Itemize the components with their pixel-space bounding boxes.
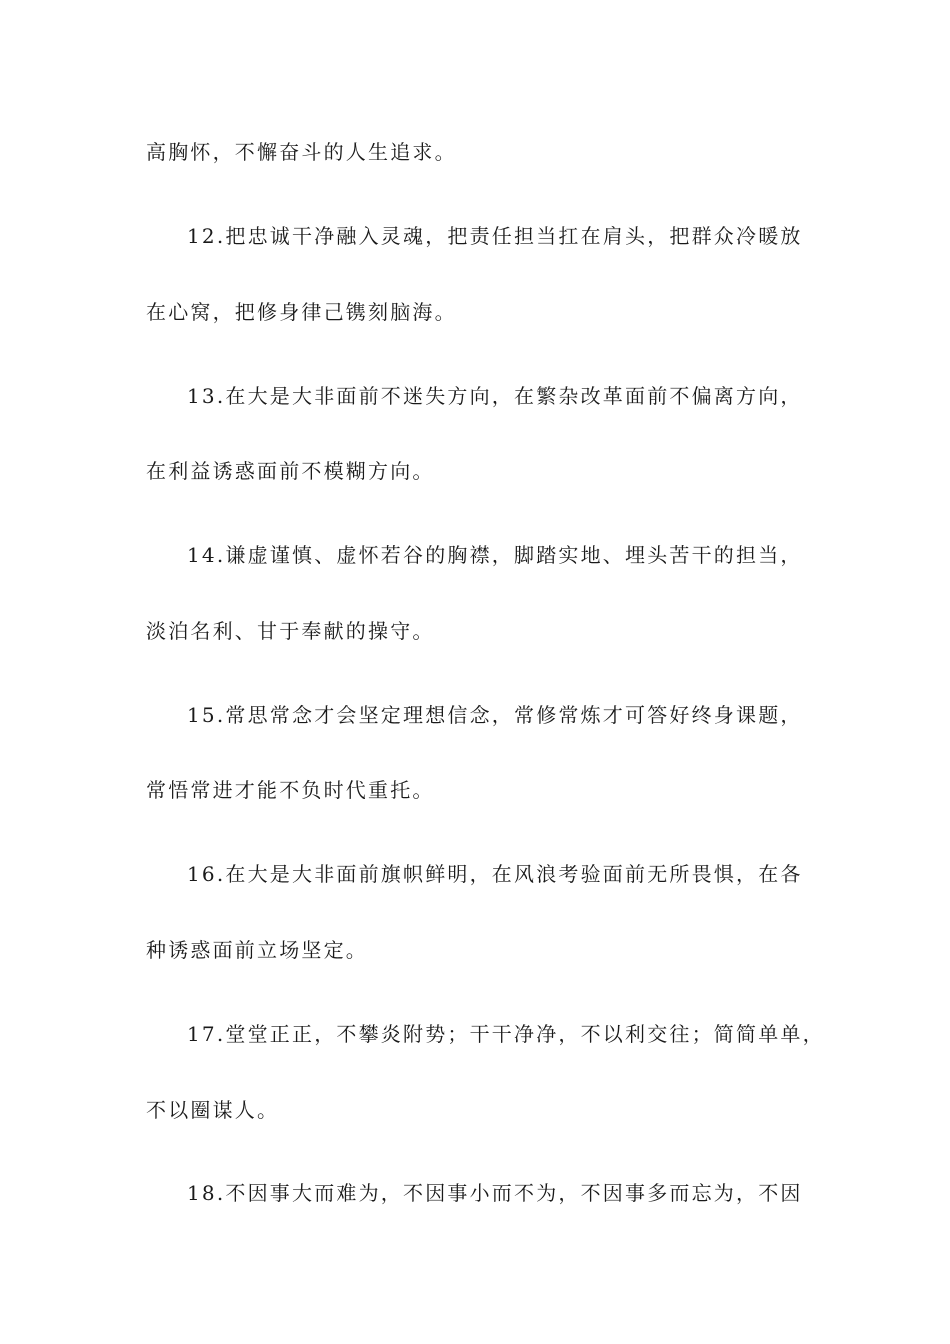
item-18-line-1: 18.不因事大而难为，不因事小而不为，不因事多而忘为，不因 xyxy=(187,1181,803,1205)
item-14-line-2: 淡泊名利、甘于奉献的操守。 xyxy=(146,619,435,643)
item-15-line-1: 15.常思常念才会坚定理想信念，常修常炼才可答好终身课题， xyxy=(187,703,803,727)
item-15-line-2: 常悟常进才能不负时代重托。 xyxy=(146,778,435,802)
item-13-line-2: 在利益诱惑面前不模糊方向。 xyxy=(146,459,435,483)
item-16-line-2: 种诱惑面前立场坚定。 xyxy=(146,938,368,962)
item-17-line-2: 不以圈谋人。 xyxy=(146,1098,280,1122)
item-14-line-1: 14.谦虚谨慎、虚怀若谷的胸襟，脚踏实地、埋头苦干的担当， xyxy=(187,543,803,567)
paragraph-11-continuation: 高胸怀，不懈奋斗的人生追求。 xyxy=(146,140,457,164)
item-13-line-1: 13.在大是大非面前不迷失方向，在繁杂改革面前不偏离方向， xyxy=(187,384,803,408)
item-16-line-1: 16.在大是大非面前旗帜鲜明，在风浪考验面前无所畏惧，在各 xyxy=(187,862,803,886)
item-17-line-1: 17.堂堂正正，不攀炎附势；干干净净，不以利交往；简简单单， xyxy=(187,1022,825,1046)
item-12-line-1: 12.把忠诚干净融入灵魂，把责任担当扛在肩头，把群众冷暖放 xyxy=(187,224,803,248)
item-12-line-2: 在心窝，把修身律己镌刻脑海。 xyxy=(146,300,457,324)
